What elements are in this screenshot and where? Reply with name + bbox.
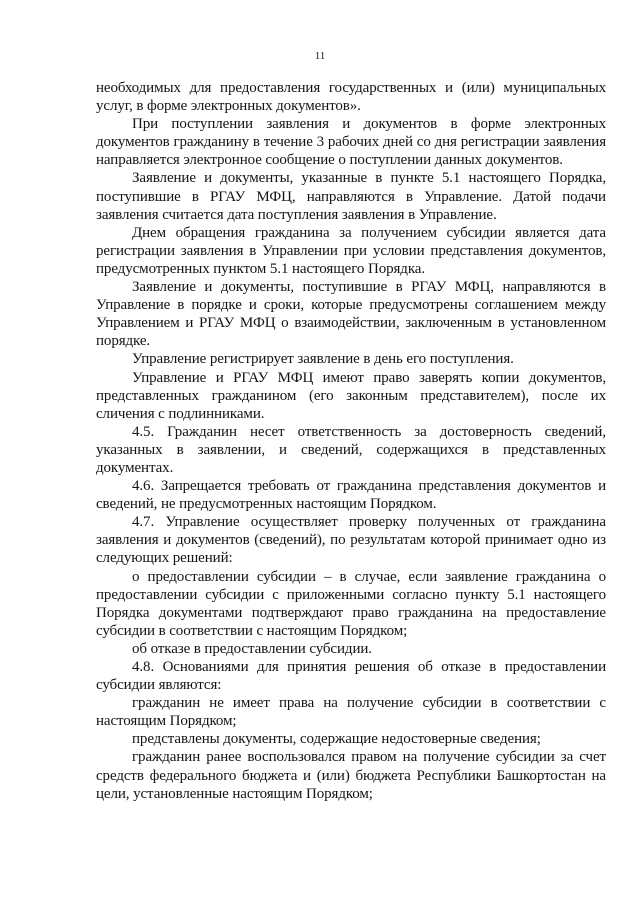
- paragraph-mfc-forwarding: Заявление и документы, указанные в пункте 5.1 настоящего Порядка, поступившие в РГАУ МФЦ, направляются в Управление. Датой подачи заявления считается дата поступления заявления в Управление.: [96, 170, 606, 223]
- paragraph-refusal-reason-3: гражданин ранее воспользовался правом на получение субсидии за счет средств федерального бюджета и (или) бюджета Республики Башкортостан на цели, установленные настоящим Порядком;: [96, 749, 606, 802]
- paragraph-refusal-reason-2: представлены документы, содержащие недостоверные сведения;: [132, 731, 541, 748]
- paragraph-registration: Управление регистрирует заявление в день его поступления.: [132, 351, 514, 368]
- paragraph-4-5: 4.5. Гражданин несет ответственность за достоверность сведений, указанных в заявлении, и сведений, содержащихся в представленных документах.: [96, 423, 606, 476]
- paragraph-electronic-notice: При поступлении заявления и документов в форме электронных документов гражданину в течение 3 рабочих дней со дня регистрации заявления направляется электронное сообщение о поступлении данных документов.: [96, 116, 606, 169]
- page-number: 11: [314, 50, 326, 62]
- paragraph-decision-grant: о предоставлении субсидии – в случае, если заявление гражданина о предоставлении субсидии с приложенными согласно пункту 5.1 настоящего Порядка документами подтверждают право гражданина на предоставление субсидии в соответствии с настоящим Порядком;: [96, 568, 606, 639]
- paragraph-certify-copies: Управление и РГАУ МФЦ имеют право заверять копии документов, представленных гражданином (его законным представителем), после их сличения с подлинниками.: [96, 369, 606, 422]
- paragraph-4-7: 4.7. Управление осуществляет проверку полученных от гражданина заявления и документов (сведений), по результатам которой принимает одно из следующих решений:: [96, 514, 606, 567]
- paragraph-application-date: Днем обращения гражданина за получением субсидии является дата регистрации заявления в Управлении при условии представления документов, предусмотренных пунктом 5.1 настоящего Порядка.: [96, 224, 606, 277]
- document-body: [96, 79, 606, 803]
- paragraph-4-6: 4.6. Запрещается требовать от гражданина представления документов и сведений, не предусмотренных настоящим Порядком.: [96, 478, 606, 513]
- paragraph-decision-refuse: об отказе в предоставлении субсидии.: [132, 640, 372, 657]
- paragraph-continuation: необходимых для предоставления государственных и (или) муниципальных услуг, в форме электронных документов».: [96, 80, 606, 115]
- paragraph-refusal-reason-1: гражданин не имеет права на получение субсидии в соответствии с настоящим Порядком;: [96, 695, 606, 730]
- paragraph-4-8: 4.8. Основаниями для принятия решения об отказе в предоставлении субсидии являются:: [96, 659, 606, 694]
- paragraph-mfc-agreement: Заявление и документы, поступившие в РГАУ МФЦ, направляются в Управление в порядке и сроки, которые предусмотрены соглашением между Управлением и РГАУ МФЦ о взаимодействии, заключенным в установленном порядке.: [96, 279, 606, 350]
